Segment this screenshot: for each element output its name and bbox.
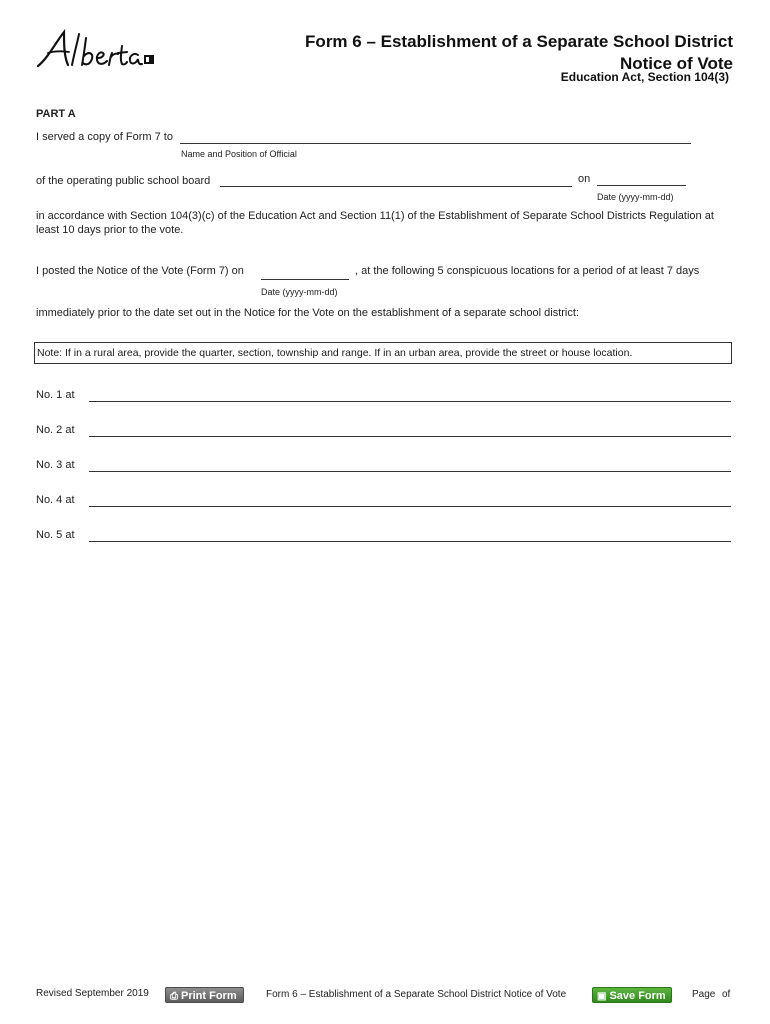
location-2-field[interactable]: [89, 436, 731, 437]
official-name-field[interactable]: [180, 143, 691, 144]
location-4-label: No. 4 at: [36, 494, 75, 506]
on-label: on: [578, 173, 591, 185]
footer-form-name: Form 6 – Establishment of a Separate School District Notice of Vote: [266, 989, 567, 1000]
location-5-field[interactable]: [89, 541, 731, 542]
page-of-label: of: [722, 989, 731, 1000]
board-label: of the operating public school board: [36, 175, 211, 187]
location-1-field[interactable]: [89, 401, 731, 402]
location-2-label: No. 2 at: [36, 424, 75, 436]
school-board-field[interactable]: [220, 186, 572, 187]
save-form-label: Save Form: [609, 990, 666, 1002]
floppy-disk-icon: ▣: [597, 991, 607, 1002]
alberta-logo: [34, 28, 158, 72]
served-date-field[interactable]: [597, 185, 686, 186]
location-1-label: No. 1 at: [36, 389, 75, 401]
printer-icon: ⎙: [170, 991, 178, 1002]
revised-date: Revised September 2019: [36, 988, 149, 999]
form-title: Form 6 – Establishment of a Separate School District: [305, 32, 733, 51]
print-form-button[interactable]: [165, 987, 244, 1003]
location-4-field[interactable]: [89, 506, 731, 507]
form-subtitle: Notice of Vote: [619, 54, 733, 73]
immediately-text: immediately prior to the date set out in the Notice for the Vote on the establishment of a separate school district:: [36, 307, 579, 319]
print-form-label: Print Form: [181, 990, 237, 1002]
posted-date-caption: Date (yyyy-mm-dd): [261, 287, 338, 297]
posted-label: I posted the Notice of the Vote (Form 7) on: [36, 265, 244, 277]
save-form-button[interactable]: [592, 987, 672, 1003]
posted-suffix: , at the following 5 conspicuous locations for a period of at least 7 days: [355, 265, 700, 277]
official-name-caption: Name and Position of Official: [181, 149, 297, 159]
location-3-label: No. 3 at: [36, 459, 75, 471]
location-note: Note: If in a rural area, provide the quarter, section, township and range. If in an urban area, provide the street or house location.: [34, 342, 732, 364]
accordance-text: in accordance with Section 104(3)(c) of the Education Act and Section 11(1) of the Establishment of Separate School Districts Regulation at least 10 days prior to the vote.: [36, 210, 714, 236]
posted-date-field[interactable]: [261, 279, 349, 280]
served-label: I served a copy of Form 7 to: [36, 131, 173, 143]
location-3-field[interactable]: [89, 471, 731, 472]
location-5-label: No. 5 at: [36, 529, 75, 541]
part-a-heading: PART A: [36, 108, 76, 120]
page-label: Page: [692, 989, 716, 1000]
served-date-caption: Date (yyyy-mm-dd): [597, 192, 674, 202]
legislation-reference: Education Act, Section 104(3): [560, 70, 729, 84]
